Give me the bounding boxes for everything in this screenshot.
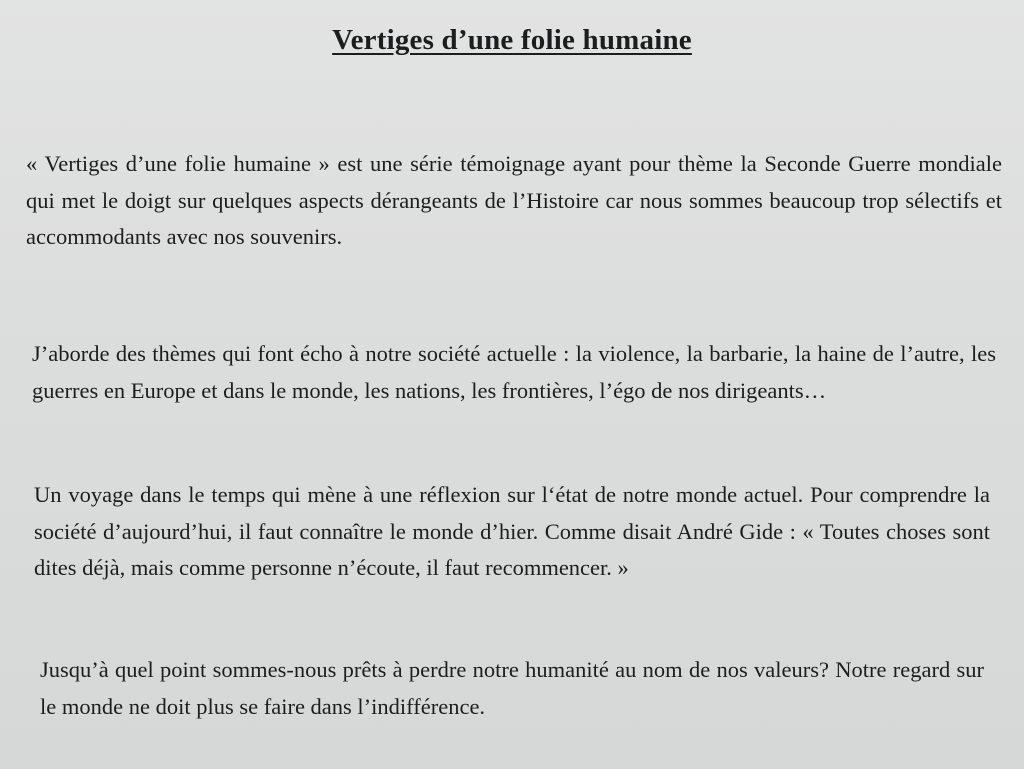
paragraph-intro: « Vertiges d’une folie humaine » est une série témoignage ayant pour thème la Seconde Guerre mondiale qui met le doigt sur quelques aspects dérangeants de l’Histoire car nous sommes beaucoup trop sélectifs et accommodants avec nos souvenirs. [26,151,1002,249]
document-title: Vertiges d’une folie humaine [332,24,692,56]
paragraph-question: Jusqu’à quel point sommes-nous prêts à perdre notre humanité au nom de nos valeurs? Notre regard sur le monde ne doit plus se faire dans l’indifférence. [40,657,984,719]
paragraph-voyage: Un voyage dans le temps qui mène à une réflexion sur l‘état de notre monde actuel. Pour comprendre la société d’aujourd’hui, il faut connaître le monde d’hier. Comme disait André Gide : « Toutes choses sont dites déjà, mais comme personne n’écoute, il faut recommencer. » [34,482,990,580]
paragraph-themes: J’aborde des thèmes qui font écho à notre société actuelle : la violence, la barbarie, la haine de l’autre, les guerres en Europe et dans le monde, les nations, les frontières, l’égo de nos dirigeants… [32,341,996,403]
